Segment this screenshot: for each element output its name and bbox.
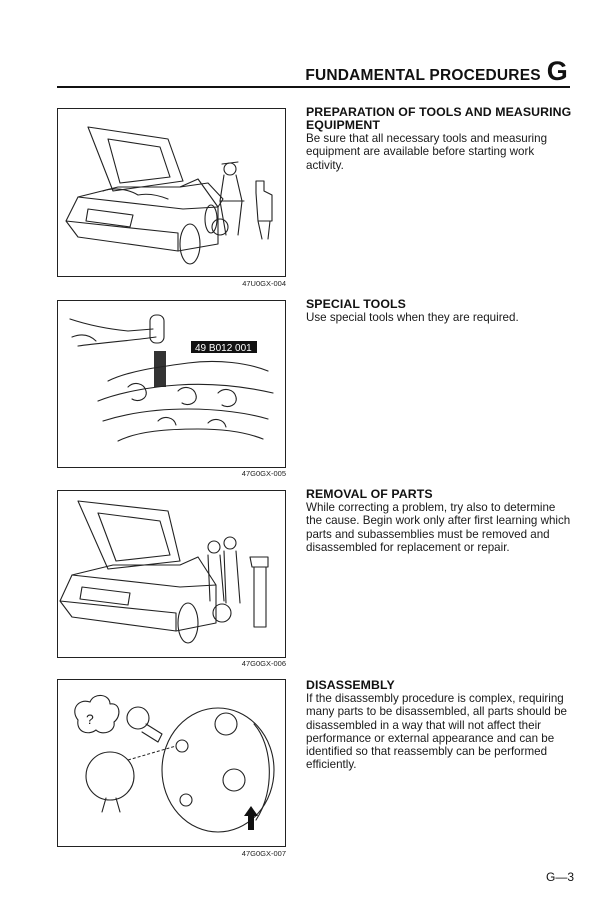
disassembly-marking-illustration [58,680,285,846]
hammer-special-tool-illustration [58,301,285,467]
section-heading: SPECIAL TOOLS [306,297,406,311]
section-body: If the disassembly procedure is complex, requiring many parts to be disassembled, all parts should be disassembled in a way that will not affect their performance or external appearance and can be identified so that reassembly can be performed efficiently. [306,692,568,772]
figure-special-tools [57,300,286,468]
arrow-up-icon [244,806,258,830]
header-title: FUNDAMENTAL PROCEDURES [305,67,541,84]
page-header [305,58,568,85]
section-heading: DISASSEMBLY [306,678,395,692]
section-heading: PREPARATION OF TOOLS AND MEASURING EQUIPMENT [306,105,572,132]
section-special-tools [306,298,572,324]
car-mechanic-illustration [58,109,285,276]
figure-code: 47G0GX-006 [241,659,286,668]
section-removal-of-parts [306,488,572,554]
figure-code: 47U0GX-004 [242,279,286,288]
figure-disassembly [57,679,286,847]
section-preparation [306,106,572,172]
question-mark-icon: ? [86,711,94,727]
figure-code: 47G0GX-005 [241,469,286,478]
section-heading: REMOVAL OF PARTS [306,487,433,501]
section-disassembly [306,679,572,772]
figure-removal-of-parts [57,490,286,658]
section-body: Be sure that all necessary tools and measuring equipment are available before starting work activity. [306,132,548,172]
page-number: G—3 [546,870,575,884]
section-body: While correcting a problem, try also to determine the cause. Begin work only after first learning which parts and subassemblies must be removed and disassembled for replacement or repair. [306,501,571,554]
figure-tools-preparation [57,108,286,277]
tool-label: 49 B012 001 [195,343,252,354]
figure-code: 47G0GX-007 [241,849,286,858]
section-letter: G [546,56,568,86]
section-body: Use special tools when they are required. [306,311,519,324]
car-two-mechanics-illustration [58,491,285,657]
header-rule [57,86,570,88]
